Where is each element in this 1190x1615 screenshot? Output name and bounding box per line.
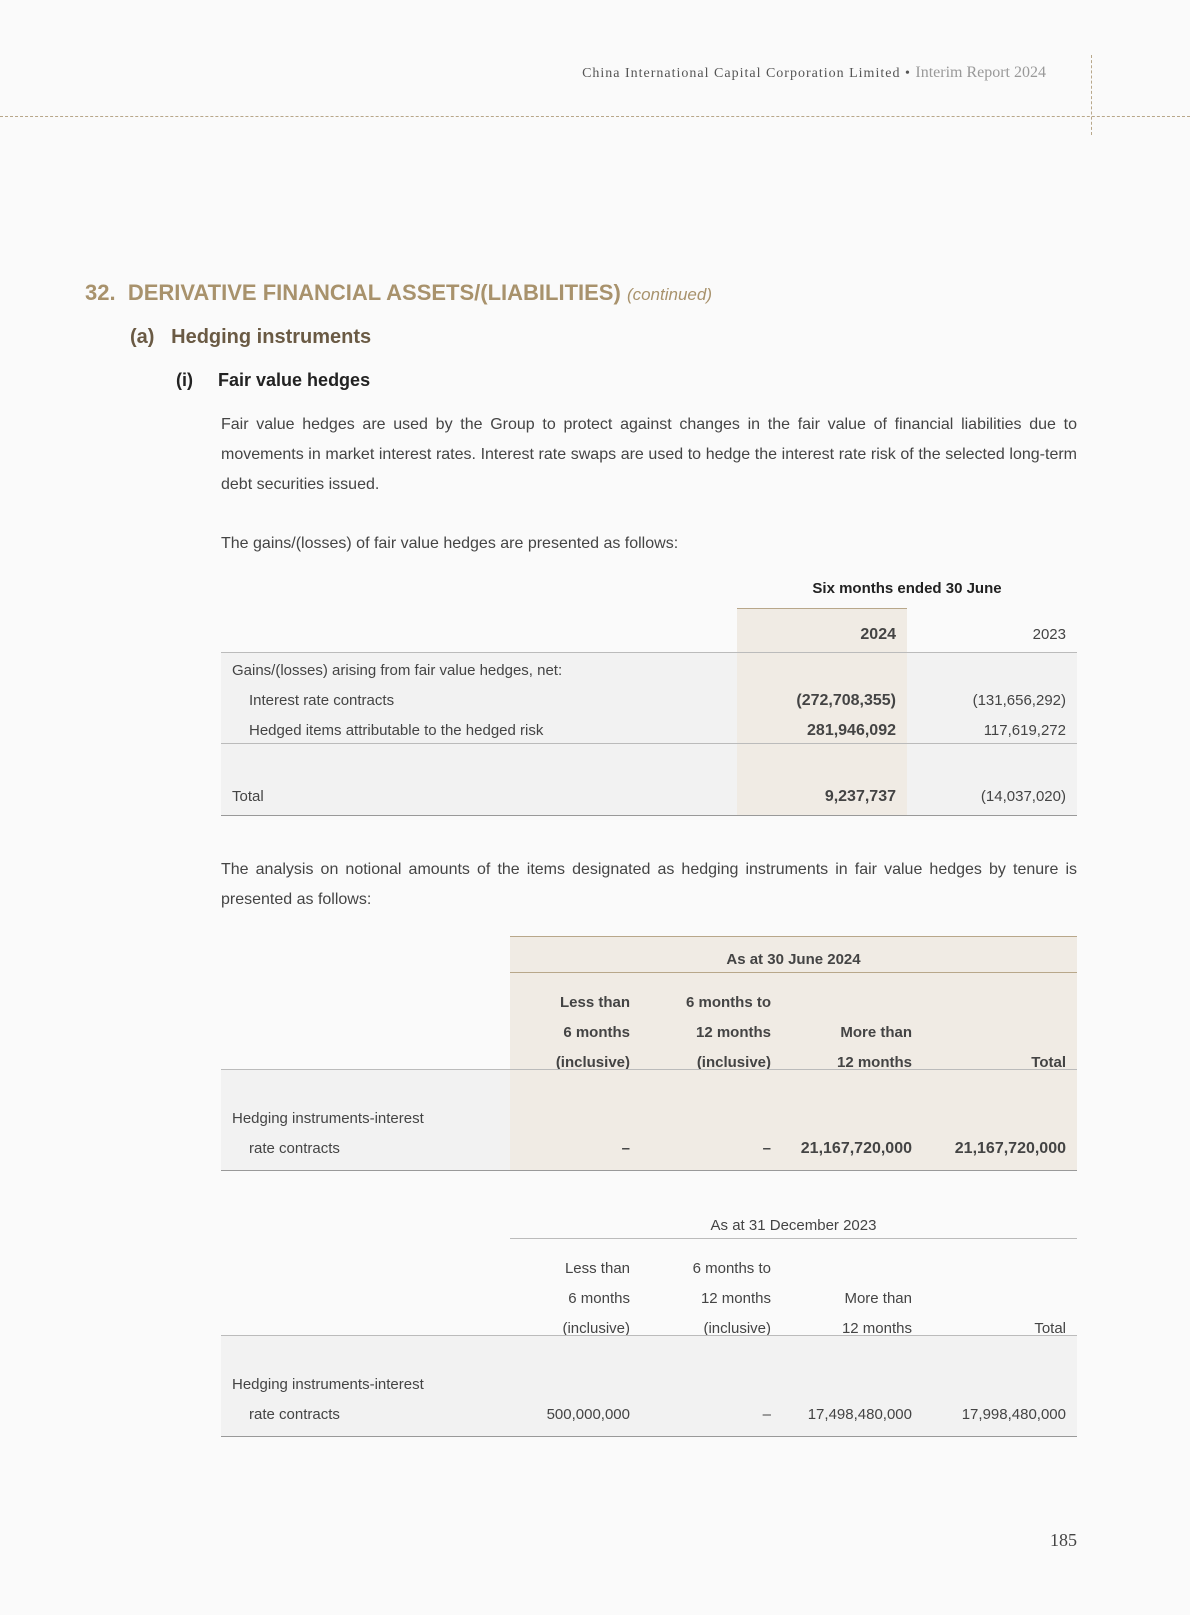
section-heading: [85, 280, 712, 306]
header-line: More than: [844, 1290, 912, 1307]
header-line: 6 months to: [686, 994, 771, 1011]
value-gt12: 17,498,480,000: [807, 1406, 912, 1423]
header-rule: [221, 652, 1077, 653]
header-line: (inclusive): [562, 1320, 630, 1337]
header-line: (inclusive): [703, 1320, 771, 1337]
header-line: 6 months: [563, 1024, 630, 1041]
col-header-total: Total: [1034, 1320, 1066, 1337]
row-rule: [221, 743, 1077, 744]
total-label: Total: [232, 788, 264, 805]
header-line: 12 months: [836, 1054, 912, 1071]
col-2023: 2023: [1032, 626, 1066, 643]
bottom-rule: [221, 1170, 1077, 1171]
company-name: China International Capital Corporation Limited: [582, 66, 901, 81]
subsubsection-heading: [176, 370, 370, 391]
value-6to12: –: [762, 1406, 771, 1423]
value-lt6: –: [621, 1140, 630, 1157]
header-line: 12 months: [841, 1320, 912, 1337]
row-label: Hedged items attributable to the hedged risk: [249, 722, 544, 739]
subsection-label: (a): [130, 326, 155, 348]
col-2024: 2024: [860, 626, 896, 643]
value-6to12: –: [762, 1140, 771, 1157]
value-2023: 117,619,272: [983, 722, 1066, 739]
bottom-rule: [221, 1436, 1077, 1437]
col-header-6to12: [630, 1254, 771, 1344]
value-total: 17,998,480,000: [961, 1406, 1066, 1423]
intro-paragraph: Fair value hedges are used by the Group to protect against changes in the fair value of financial liabilities due to movements in market interest rates. Interest rate swaps are used to hedge the interest rate risk of the selected long-term debt securities issued.: [221, 416, 1077, 493]
header-bullet: •: [904, 66, 911, 81]
header-line: Less than: [559, 994, 630, 1011]
header-rule: [221, 1069, 1077, 1070]
value-2023: (131,656,292): [972, 692, 1066, 709]
value-gt12: 21,167,720,000: [800, 1140, 912, 1157]
period-header: Six months ended 30 June: [812, 580, 1002, 597]
total-rule: [221, 815, 1077, 816]
title-rule: [510, 972, 1077, 973]
header-line: Less than: [564, 1260, 630, 1277]
header-line: 12 months: [695, 1024, 771, 1041]
row-label-line1: Hedging instruments-interest: [232, 1376, 424, 1393]
header-line: 6 months to: [692, 1260, 771, 1277]
total-2023: (14,037,020): [980, 788, 1066, 805]
header-line: More than: [840, 1024, 912, 1041]
notional-table-2023: [221, 1202, 1077, 1438]
total-2024: 9,237,737: [824, 788, 896, 805]
section-number: 32.: [85, 280, 116, 305]
value-total: 21,167,720,000: [954, 1140, 1066, 1157]
header-line: (inclusive): [696, 1054, 771, 1071]
table-title: As at 31 December 2023: [710, 1217, 877, 1234]
gains-table: [221, 580, 1077, 816]
subsection-heading: [130, 326, 371, 349]
row-label: Interest rate contracts: [249, 692, 395, 709]
header-rule: [221, 1335, 1077, 1336]
col-header-lt6: [510, 1254, 630, 1344]
row-label-line2: rate contracts: [249, 1406, 340, 1423]
col-header-total: Total: [1031, 1054, 1066, 1071]
subsubsection-label: (i): [176, 370, 193, 390]
dashed-vertical-mark: [1091, 55, 1092, 135]
row-label-line2: rate contracts: [249, 1140, 340, 1157]
group-label: Gains/(losses) arising from fair value hedges, net:: [232, 662, 563, 679]
header-line: 6 months: [568, 1290, 630, 1307]
dashed-divider: [0, 116, 1190, 117]
value-lt6: 500,000,000: [546, 1406, 630, 1423]
title-rule: [510, 1238, 1077, 1239]
header-line: 12 months: [700, 1290, 771, 1307]
value-2024: 281,946,092: [807, 722, 896, 739]
analysis-intro: The analysis on notional amounts of the items designated as hedging instruments in fair value hedges by tenure is presented as follows:: [221, 861, 1077, 908]
col-header-lt6: [510, 988, 630, 1078]
notional-table-2024: [221, 936, 1077, 1172]
report-name: Interim Report 2024: [915, 64, 1046, 81]
value-2024: (272,708,355): [796, 692, 896, 709]
top-rule: [510, 936, 1077, 937]
gains-intro: The gains/(losses) of fair value hedges are presented as follows:: [221, 535, 679, 552]
subsubsection-title: Fair value hedges: [218, 370, 371, 390]
column-top-line: [737, 608, 907, 609]
running-header: [582, 64, 1046, 82]
header-line: (inclusive): [555, 1054, 630, 1071]
section-title: DERIVATIVE FINANCIAL ASSETS/(LIABILITIES): [127, 280, 621, 305]
subsection-title: Hedging instruments: [171, 326, 372, 348]
table-title: As at 30 June 2024: [726, 951, 861, 968]
continued-label: (continued): [626, 285, 712, 304]
col-header-6to12: [630, 988, 771, 1078]
row-label-line1: Hedging instruments-interest: [232, 1110, 424, 1127]
page-number: 185: [1050, 1530, 1077, 1550]
